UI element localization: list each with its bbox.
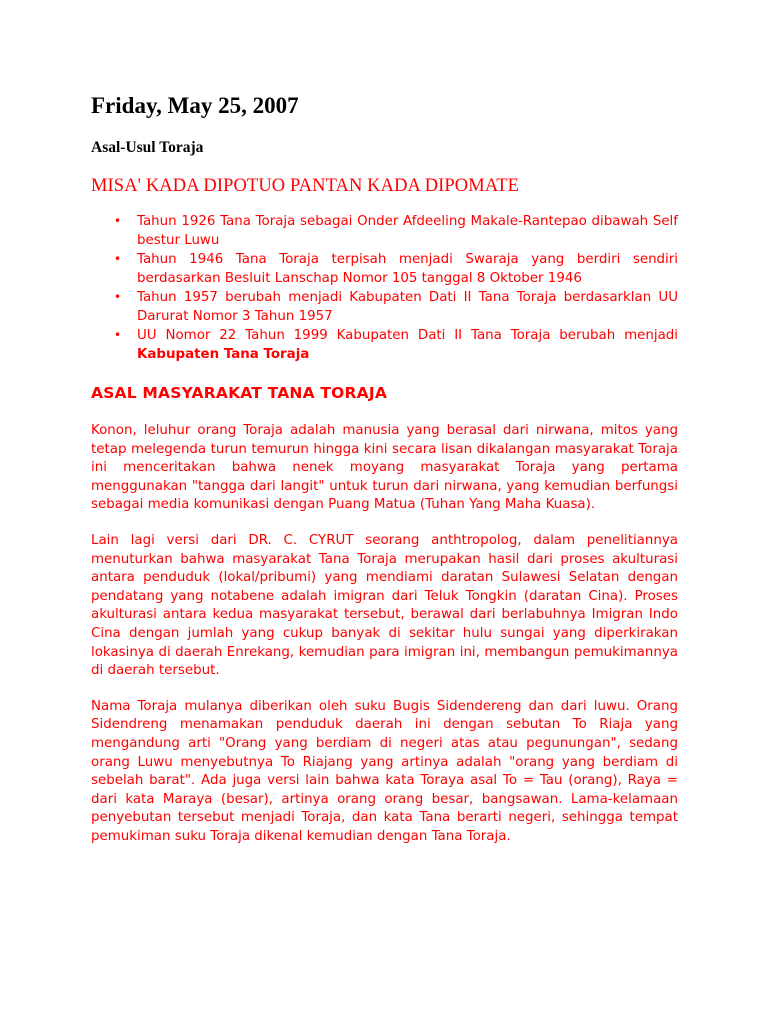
- timeline-item-text: Tahun 1926 Tana Toraja sebagai Onder Afdeeling Makale-Rantepao dibawah Self bestur Luwu: [137, 214, 678, 248]
- timeline-item-text: Tahun 1957 berubah menjadi Kabupaten Dati II Tana Toraja berdasarklan UU Darurat Nomor 3 Tahun 1957: [137, 290, 678, 324]
- post-title: Asal-Usul Toraja: [91, 139, 204, 156]
- kabupaten-tana-toraja-strong: Kabupaten Tana Toraja: [137, 347, 310, 362]
- timeline-item-text: UU Nomor 22 Tahun 1999 Kabupaten Dati II Tana Toraja berubah menjadi: [137, 328, 678, 343]
- bullet-dot-icon: •: [114, 252, 122, 266]
- timeline-item-text: Tahun 1946 Tana Toraja terpisah menjadi Swaraja yang berdiri sendiri berdasarkan Besluit Lanschap Nomor 105 tanggal 8 Oktober 1946: [137, 252, 678, 286]
- bullet-dot-icon: •: [114, 214, 122, 228]
- section-heading-motto: MISA' KADA DIPOTUO PANTAN KADA DIPOMATE: [91, 176, 520, 196]
- blog-post: [91, 88, 678, 846]
- timeline-item: [114, 212, 678, 250]
- timeline-item: [114, 288, 678, 326]
- date-header: Friday, May 25, 2007: [91, 93, 299, 118]
- section-heading-origin: ASAL MASYARAKAT TANA TORAJA: [91, 384, 388, 402]
- paragraph-legend: Konon, leluhur orang Toraja adalah manusia yang berasal dari nirwana, mitos yang tetap melegenda turun temurun hingga kini secara lisan dikalangan masyarakat Toraja ini menceritakan bahwa nenek moyang masyarakat Toraja yang pertama menggunakan "tangga dari langit" untuk turun dari nirwana, yang kemudian berfungsi sebagai media komunikasi dengan Puang Matua (Tuhan Yang Maha Kuasa).: [91, 423, 678, 513]
- timeline-item: [114, 326, 678, 364]
- paragraph-acculturation: Lain lagi versi dari DR. C. CYRUT seorang anthtropolog, dalam penelitiannya menuturkan bahwa masyarakat Tana Toraja merupakan hasil dari proses akulturasi antara penduduk (lokal/pribumi) yang mendiami daratan Sulawesi Selatan dengan pendatang yang notabene adalah imigran dari Teluk Tongkin (daratan Cina). Proses akulturasi antara kedua masyarakat tersebut, berawal dari berlabuhnya Imigran Indo Cina dengan jumlah yang cukup banyak di sekitar hulu sungai yang diperkirakan lokasinya di daerah Enrekang, kemudian para imigran ini, membangun pemukimannya di daerah tersebut.: [91, 532, 678, 679]
- paragraph-name-origin: Nama Toraja mulanya diberikan oleh suku Bugis Sidendereng dan dari luwu. Orang Sidendreng menamakan penduduk daerah ini dengan sebutan To Riaja yang mengandung arti "Orang yang berdiam di negeri atas atau pegunungan", sedang orang Luwu menyebutnya To Riajang yang artinya adalah "orang yang berdiam di sebelah barat". Ada juga versi lain bahwa kata Toraya asal To = Tau (orang), Raya = dari kata Maraya (besar), artinya orang orang besar, bangsawan. Lama-kelamaan penyebutan tersebut menjadi Toraja, dan kata Tana berarti negeri, sehingga tempat pemukiman suku Toraja dikenal kemudian dengan Tana Toraja.: [91, 698, 678, 844]
- bullet-dot-icon: •: [114, 290, 122, 304]
- bullet-dot-icon: •: [114, 328, 122, 342]
- timeline-item: [114, 250, 678, 288]
- history-timeline-list: [91, 212, 678, 364]
